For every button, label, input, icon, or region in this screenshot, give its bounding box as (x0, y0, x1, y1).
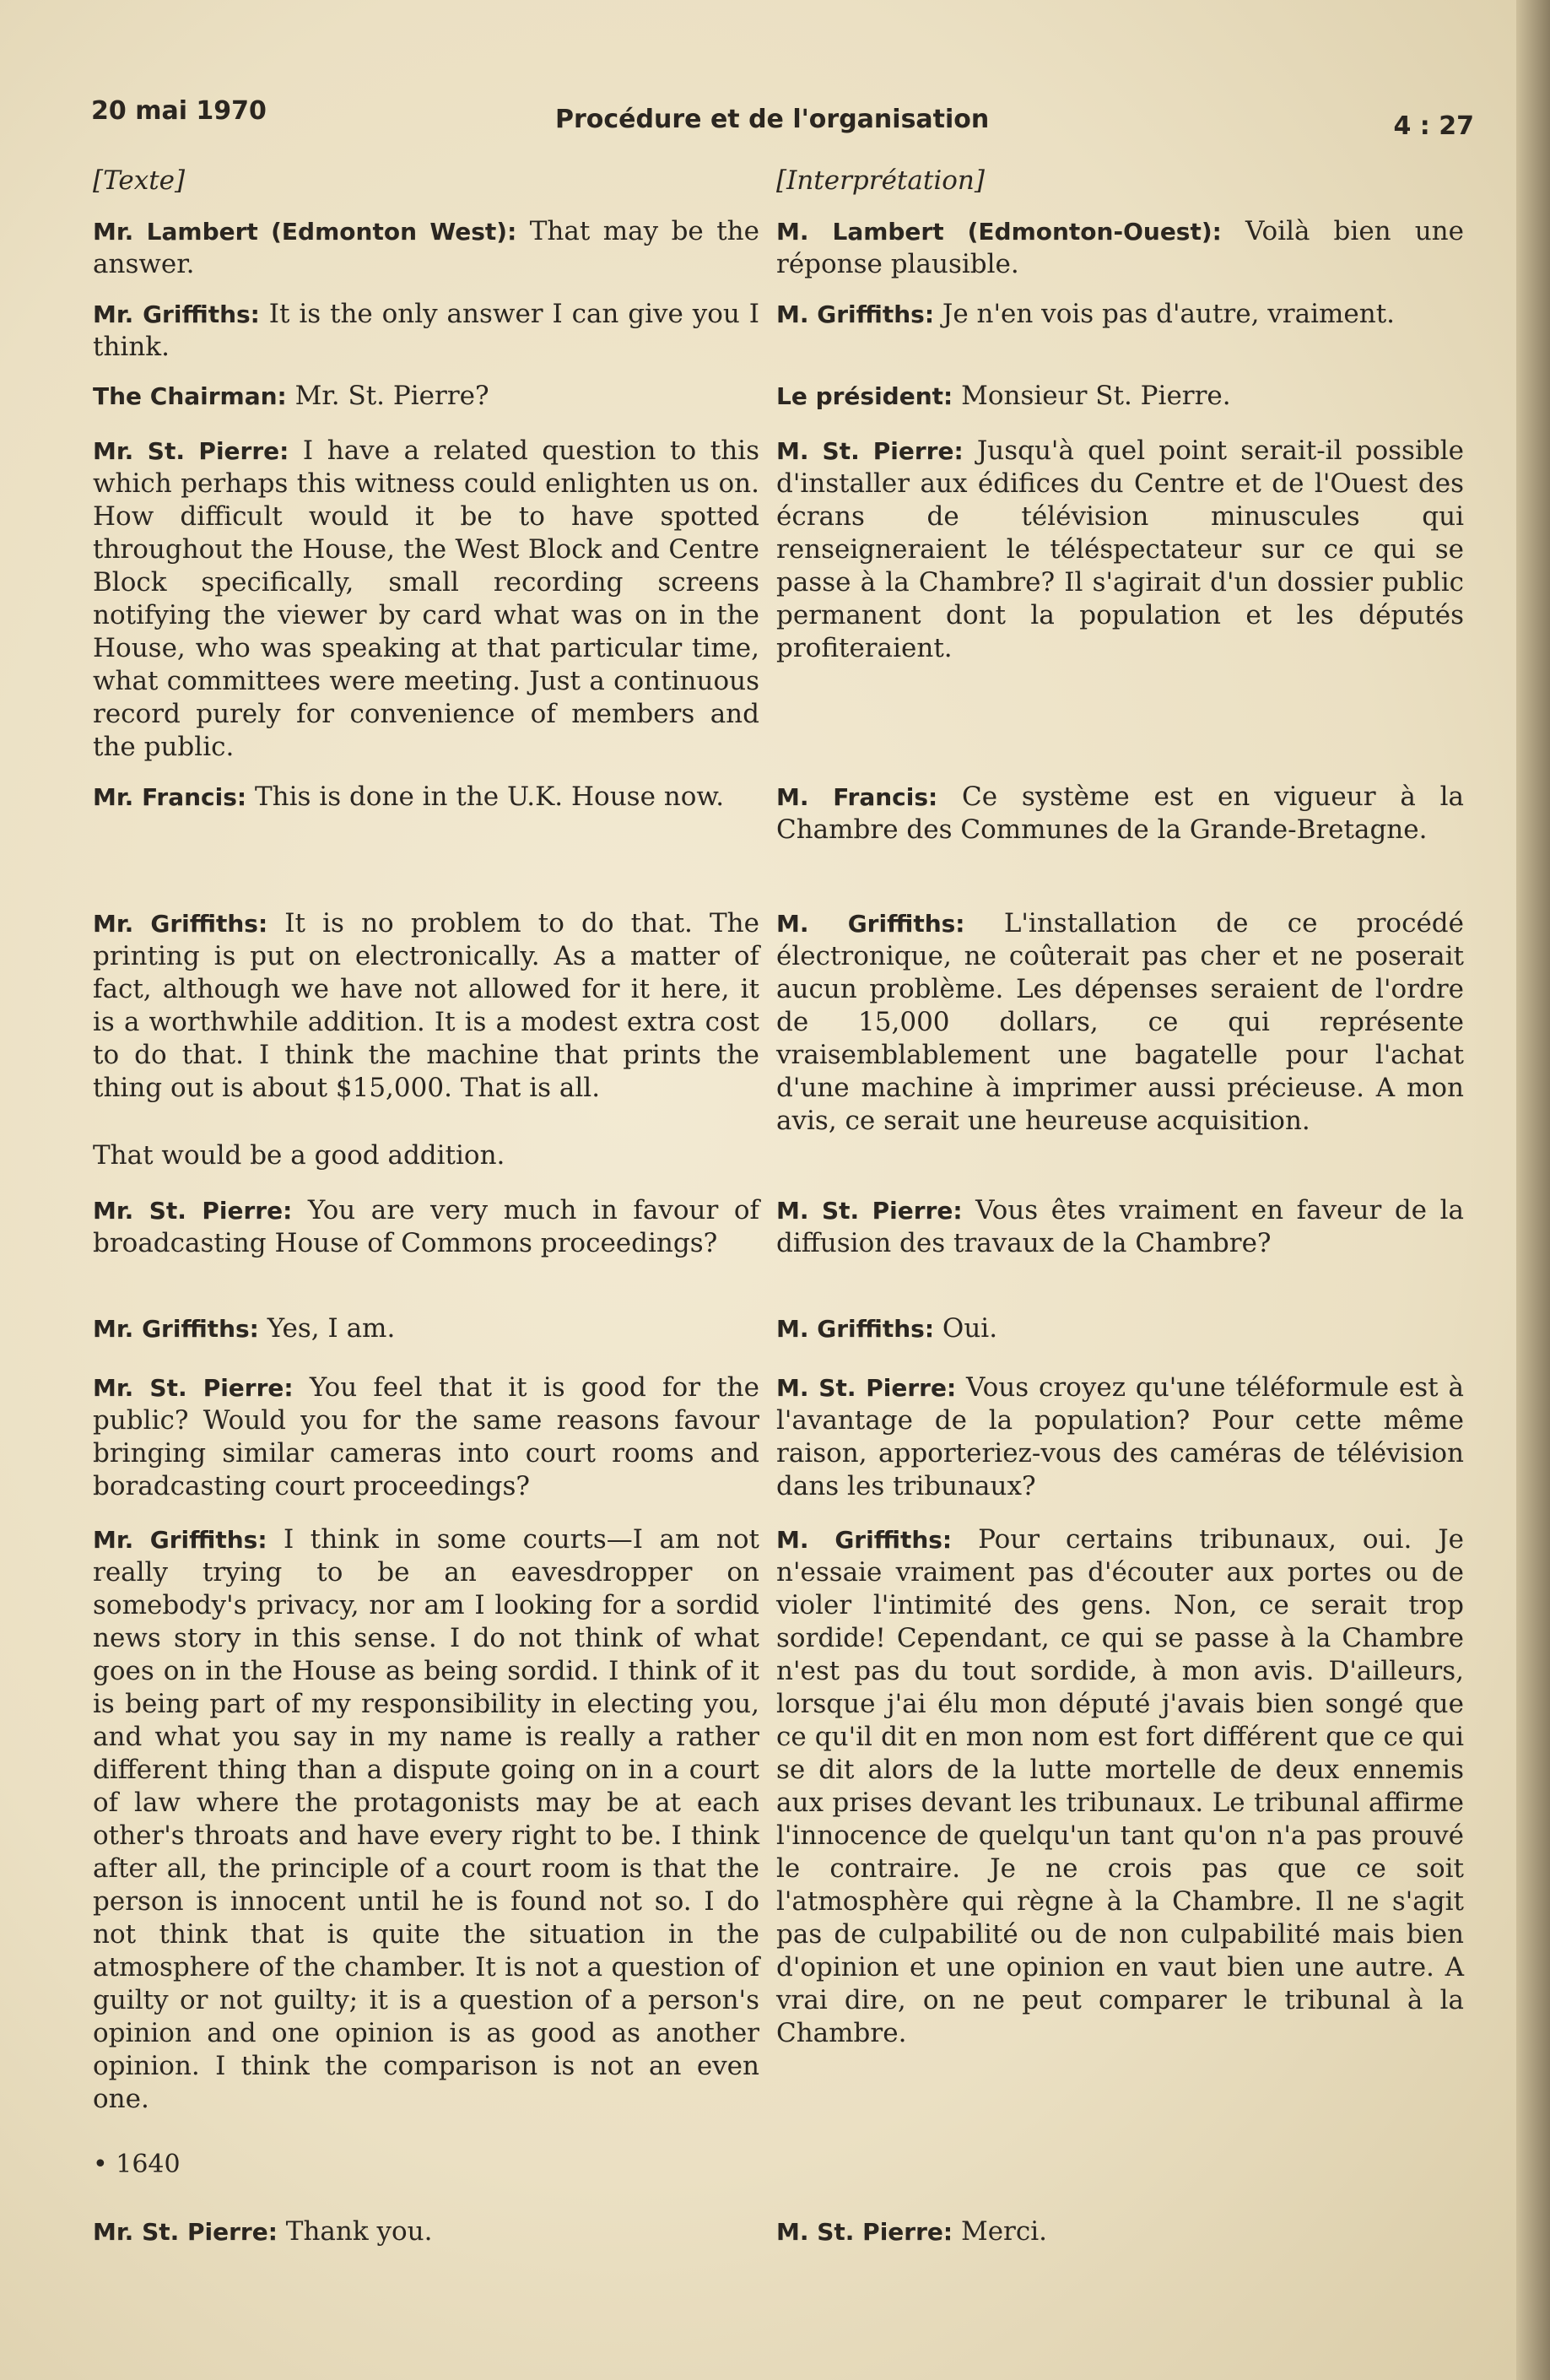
paragraph (93, 907, 759, 1105)
paragraph (93, 435, 759, 764)
english-column (93, 156, 759, 2247)
speech: It is no problem to do that. The printing is put on electronically. As a matter of fact, although we have not allowed for it here, it is a worthwhile addition. It is a modest extra cost to do that. I think the machine that prints the thing out is about $15,000. That is all. (93, 908, 759, 1103)
paragraph (776, 1523, 1464, 2050)
page-edge (1516, 0, 1550, 2380)
paragraph (776, 435, 1464, 665)
speaker: The Chairman: (93, 382, 287, 410)
speaker: M. St. Pierre: (776, 437, 964, 465)
french-column (776, 156, 1465, 2247)
speech: Je n'en vois pas d'autre, vraiment. (942, 299, 1396, 329)
speaker: Mr. St. Pierre: (93, 1374, 294, 1402)
header-date: 20 mai 1970 (91, 96, 267, 126)
speaker: Mr. St. Pierre: (93, 437, 289, 465)
speaker: M. St. Pierre: (776, 1374, 957, 1402)
paragraph (93, 1523, 759, 2116)
speaker: Mr. St. Pierre: (93, 1197, 293, 1225)
speaker: Mr. Griffiths: (93, 910, 268, 938)
speaker: Mr. Griffiths: (93, 1526, 267, 1554)
speech: Pour certains tribunaux, oui. Je n'essaie vraiment pas d'écouter aux portes ou de violer l'intimité des gens. Non, ce serait trop sordide! Cependant, ce qui se passe à la Chambre n'est pas du tout sordide, à mon avis. D'ailleurs, lorsque j'ai élu mon député j'avais bien songé que ce qu'il dit en mon nom est fort différent que ce qui se dit alors de la lutte mortelle de deux ennemis aux prises devant les tribunaux. Le tribunal affirme l'innocence de quelqu'un tant qu'on n'a pas prouvé le contraire. Je ne crois pas que ce soit l'atmosphère qui règne à la Chambre. Il ne s'agit pas de culpabilité ou de non culpabilité mais bien d'opinion et une opinion en vaut bien une autre. A vrai dire, on ne peut comparer le tribunal à la Chambre. (776, 1524, 1465, 2048)
paragraph (776, 781, 1464, 847)
paragraph (93, 380, 759, 413)
header-title: Procédure et de l'organisation (555, 105, 990, 134)
speech: Jusqu'à quel point serait-il possible d'installer aux édifices du Centre et de l'Ouest des écrans de télévision minuscules qui renseigneraient le téléspectateur sur ce qui se passe à la Chambre? Il s'agirait d'un dossier public permanent dont la population et les députés profiteraient. (776, 435, 1464, 663)
paragraph (93, 298, 759, 364)
speech: Yes, I am. (267, 1313, 396, 1344)
speech: L'installation de ce procédé électronique, ne coûterait pas cher et ne poserait aucun problème. Les dépenses seraient de l'ordre de 15,000 dollars, ce qui représente vraisemblablement une bagatelle pour l'achat d'une machine à imprimer aussi précieuse. A mon avis, ce serait une heureuse acquisition. (776, 908, 1464, 1136)
paragraph (776, 1312, 1464, 1345)
speaker: M. Lambert (Edmonton-Ouest): (776, 218, 1222, 246)
speech: It is the only answer I can give you I think. (93, 299, 759, 362)
speaker: M. Griffiths: (776, 1315, 935, 1343)
speech: That would be a good addition. (93, 1140, 505, 1171)
column-label-interpretation: [Interprétation] (776, 165, 985, 196)
paragraph (93, 1194, 759, 1260)
speech: I have a related question to this which perhaps this witness could enlighten us on. How difficult would it be to have spotted throughout the House, the West Block and Centre Block specifically, small recording screens notifying the viewer by card what was on in the House, who was speaking at that particular time, what committees were meeting. Just a continuous record purely for convenience of members and the public. (93, 435, 759, 762)
time-marker: • 1640 (93, 2150, 181, 2179)
speaker: Mr. Griffiths: (93, 1315, 259, 1343)
speech: Oui. (942, 1313, 998, 1344)
paragraph (776, 298, 1464, 331)
column-label-texte: [Texte] (93, 165, 186, 196)
speech: That may be the answer. (93, 216, 759, 279)
speech: I think in some courts—I am not really trying to be an eavesdropper on somebody's privacy, nor am I looking for a sordid news story in this sense. I do not think of what goes on in the House as being sordid. I think of it is being part of my responsibility in electing you, and what you say in my name is really a rather different thing than a dispute going on in a court of law where the protagonists may be at each other's throats and have every right to be. I think after all, the principle of a court room is that the person is innocent until he is found not so. I do not think that is quite the situation in the atmosphere of the chamber. It is not a question of guilty or not guilty; it is a question of a person's opinion and one opinion is as good as another opinion. I think the comparison is not an even one. (93, 1524, 759, 2114)
speech: Monsieur St. Pierre. (961, 381, 1231, 411)
paragraph (93, 2215, 759, 2248)
paragraph (93, 215, 759, 281)
speech: Vous croyez qu'une téléformule est à l'avantage de la population? Pour cette même raison, apporteriez-vous des caméras de télévision dans les tribunaux? (776, 1372, 1465, 1501)
speaker: M. Griffiths: (776, 910, 965, 938)
speaker: Mr. St. Pierre: (93, 2218, 278, 2246)
paragraph (93, 1312, 759, 1345)
speech: Mr. St. Pierre? (294, 381, 489, 411)
paragraph (93, 1139, 759, 1172)
speech: Merci. (960, 2216, 1048, 2247)
speech: Thank you. (285, 2216, 433, 2247)
paragraph (776, 1371, 1464, 1503)
speaker: M. Griffiths: (776, 300, 935, 328)
header-page-number: 4 : 27 (1393, 111, 1474, 141)
speech: Ce système est en vigueur à la Chambre des Communes de la Grande-Bretagne. (776, 782, 1464, 845)
speech: You are very much in favour of broadcasting House of Commons proceedings? (93, 1195, 759, 1258)
speech: Vous êtes vraiment en faveur de la diffusion des travaux de la Chambre? (776, 1195, 1464, 1258)
speaker: Mr. Lambert (Edmonton West): (93, 218, 517, 246)
paragraph (93, 1371, 759, 1503)
paragraph (776, 215, 1464, 281)
paragraph (93, 781, 759, 814)
speaker: Mr. Francis: (93, 783, 247, 811)
speaker: M. St. Pierre: (776, 1197, 963, 1225)
paragraph (776, 380, 1464, 413)
speaker: M. St. Pierre: (776, 2218, 953, 2246)
speech: Voilà bien une réponse plausible. (776, 216, 1464, 279)
running-header (91, 89, 1474, 140)
speaker: M. Griffiths: (776, 1526, 953, 1554)
speech: You feel that it is good for the public? Would you for the same reasons favour bringing similar cameras into court rooms and boradcasting court proceedings? (93, 1372, 759, 1501)
speaker: Mr. Griffiths: (93, 300, 260, 328)
speech: This is done in the U.K. House now. (254, 782, 725, 812)
paragraph (776, 2215, 1464, 2248)
speaker: M. Francis: (776, 783, 938, 811)
paragraph (776, 907, 1464, 1138)
paragraph (776, 1194, 1464, 1260)
speaker: Le président: (776, 382, 953, 410)
